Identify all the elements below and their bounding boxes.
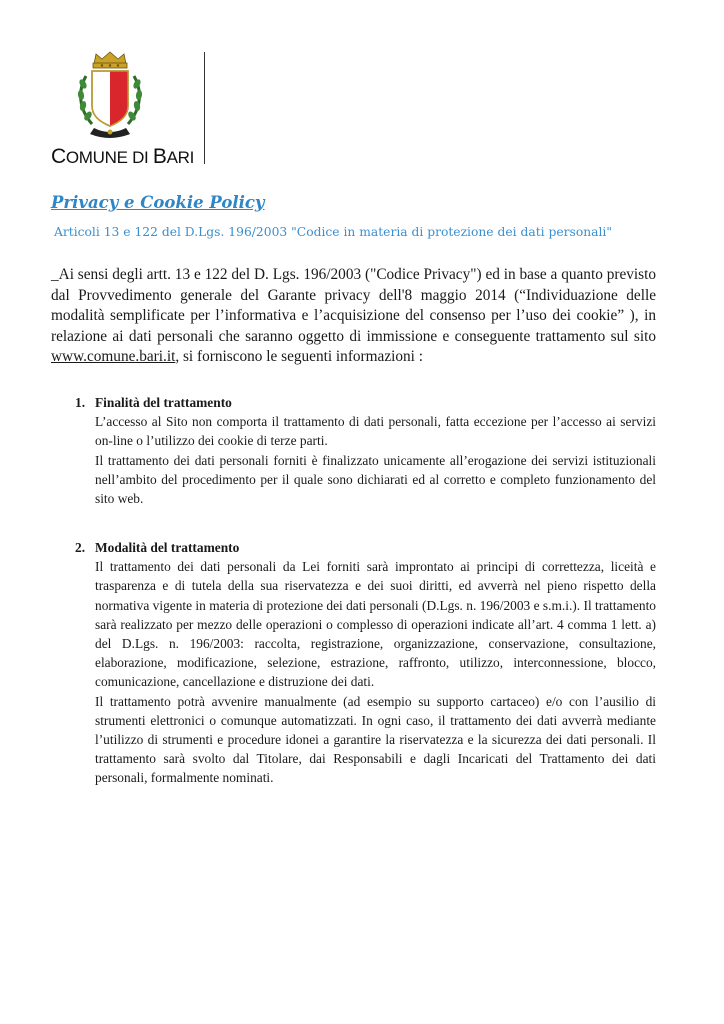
- brand-initial-c: C: [51, 145, 66, 168]
- intro-text: _Ai sensi degli artt. 13 e 122 del D. Lgs. 196/2003 ("Codice Privacy") ed in base a quanto previsto dal Provvedimento generale del Garante privacy dell'8 maggio 2014 (“Individuazione delle modalità semplificate per l’informativa e l’acquisizione del consenso per l’uso dei cookie” ), in relazione ai dati personali che saranno oggetto di immissione e conseguente trattamento sul sito: [51, 266, 656, 345]
- coat-of-arms-logo: [72, 50, 148, 142]
- brand-name: [51, 145, 194, 169]
- brand-text-1: OMUNE DI: [65, 148, 153, 167]
- section-finalita: [75, 393, 656, 508]
- site-link[interactable]: www.comune.bari.it: [51, 348, 176, 365]
- section-paragraph: Il trattamento dei dati personali da Lei forniti sarà improntato ai principi di correttezza, liceità e trasparenza e di tutela della sua riservatezza e dei suoi diritti, ed avverrà nel pieno rispetto della normativa vigente in materia di protezione dei dati personali (D.Lgs. n. 196/2003 e s.m.i.). Il trattamento sarà realizzato per mezzo delle operazioni o complesso di operazioni indicate all’art. 4 comma 1 lett. a) del D.Lgs. n. 196/2003: raccolta, registrazione, organizzazione, conservazione, consultazione, elaborazione, modificazione, selezione, estrazione, raffronto, utilizzo, interconnessione, blocco, comunicazione, cancellazione e distruzione dei dati.: [95, 559, 656, 690]
- page-title: Privacy e Cookie Policy: [51, 193, 265, 212]
- header-divider: [204, 52, 205, 164]
- intro-tail: , si forniscono le seguenti informazioni :: [175, 348, 423, 365]
- section-paragraph: L’accesso al Sito non comporta il trattamento di dati personali, fatta eccezione per l’accesso ai servizi on-line o l’utilizzo dei cookie di terze parti.: [95, 414, 656, 449]
- section-modalita: [75, 538, 656, 788]
- section-heading: Modalità del trattamento: [95, 540, 240, 555]
- brand-initial-b: B: [152, 145, 167, 168]
- section-number: 1.: [75, 395, 86, 410]
- page-subtitle: Articoli 13 e 122 del D.Lgs. 196/2003 "Codice in materia di protezione dei dati personali": [54, 225, 612, 239]
- section-paragraph: Il trattamento dei dati personali forniti è finalizzato unicamente all’erogazione dei servizi istituzionali nell’ambito del procedimento per il quale sono dichiarati ed al corretto e completo funzionamento del sito web.: [95, 452, 656, 507]
- intro-paragraph: [51, 265, 656, 368]
- section-paragraph: Il trattamento potrà avvenire manualmente (ad esempio su supporto cartaceo) e/o con l’ausilio di strumenti elettronici o comunque automatizzati. In ogni caso, il trattamento dei dati avverrà mediante l’utilizzo di strumenti e procedure idonei a garantire la riservatezza e la sicurezza dei dati personali. Il trattamento sarà svolto dal Titolare, dai Responsabili e dagli Incaricati del Trattamento dei dati personali, formalmente nominati.: [95, 693, 656, 786]
- brand-text-2: ARI: [166, 148, 195, 167]
- section-heading: Finalità del trattamento: [95, 395, 232, 410]
- section-number: 2.: [75, 540, 86, 555]
